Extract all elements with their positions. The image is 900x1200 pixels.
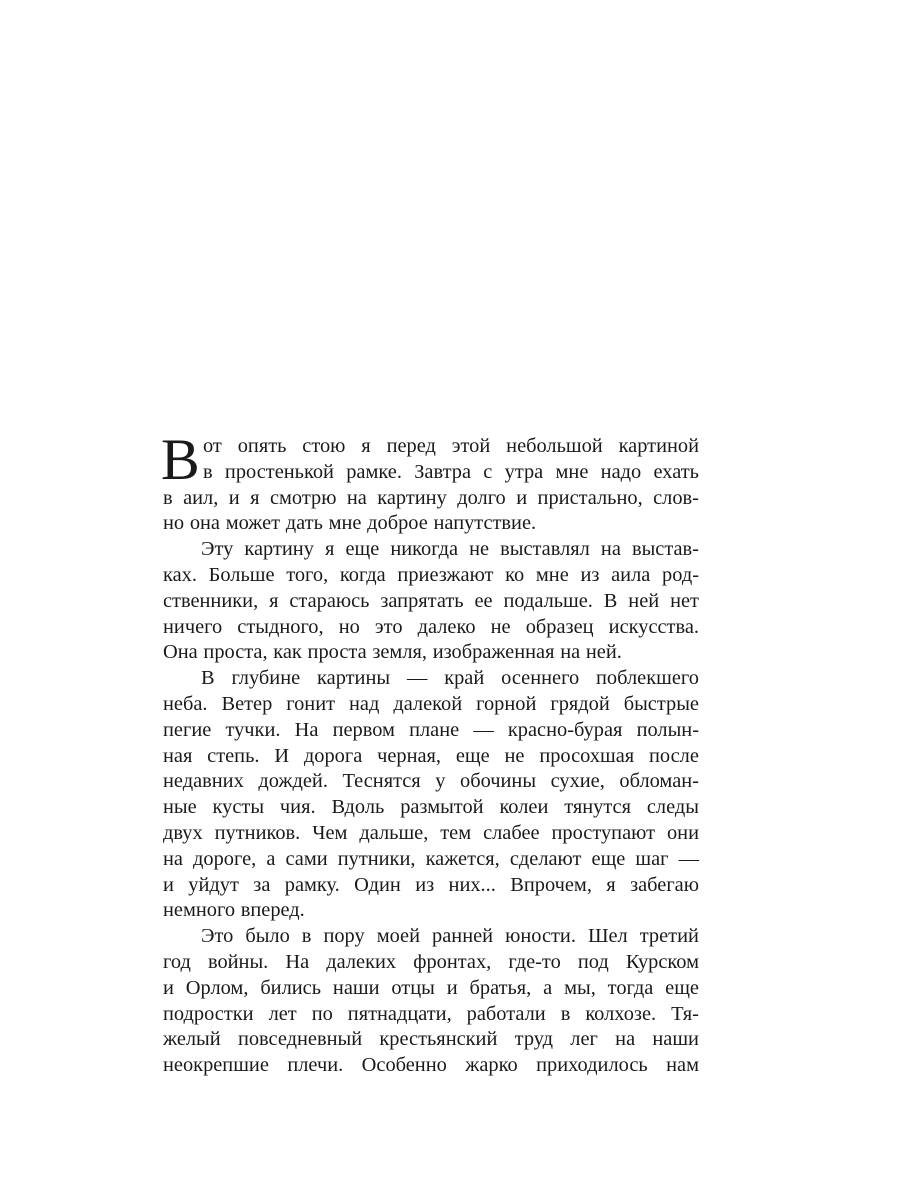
word: Шел — [587, 925, 628, 948]
word: размытой — [400, 796, 484, 819]
word: от — [203, 435, 222, 457]
word: картиной — [618, 435, 699, 457]
word: сухие, — [550, 770, 605, 793]
word: В — [201, 667, 215, 690]
word: них... — [448, 873, 496, 896]
word: я — [606, 873, 616, 896]
word: проста, — [203, 641, 268, 664]
word: тучки. — [225, 718, 281, 741]
word: обломан- — [619, 770, 699, 793]
word: ках. — [163, 563, 197, 586]
word: тогда — [607, 976, 654, 999]
word: я — [269, 589, 279, 612]
word: полын- — [636, 718, 699, 741]
word: Впрочем, — [510, 873, 592, 896]
word: третий — [639, 925, 699, 948]
text-line — [163, 434, 699, 460]
word: небольшой — [506, 435, 603, 457]
word: кусты — [212, 796, 265, 819]
word: под — [577, 950, 609, 973]
word: а — [543, 976, 553, 999]
word: край — [444, 667, 485, 690]
text-line — [163, 744, 699, 770]
word: дождей. — [258, 770, 328, 793]
word: И — [274, 744, 290, 767]
word: черная, — [377, 744, 442, 767]
word: после — [649, 744, 699, 767]
word: чия. — [279, 796, 316, 819]
word: не — [469, 538, 490, 561]
word: ней. — [585, 641, 622, 664]
word: приходилось — [536, 1054, 648, 1077]
word: Орлом, — [185, 976, 249, 999]
word: Ветер — [221, 692, 273, 715]
word: я — [361, 435, 371, 457]
word: доброе — [367, 512, 428, 535]
word: забегаю — [630, 873, 699, 896]
word: когда — [339, 563, 386, 586]
word: дорога — [303, 744, 363, 767]
word: Она — [163, 641, 198, 664]
word: было — [245, 925, 290, 948]
word: запрятать — [380, 589, 464, 612]
word: тянутся — [564, 796, 631, 819]
word: и — [516, 486, 528, 509]
word: простенькой — [224, 460, 334, 483]
text-block — [161, 427, 699, 1079]
word: гонит — [286, 692, 336, 715]
word: юности. — [505, 925, 576, 948]
word: аил, — [183, 486, 219, 509]
word: но — [338, 615, 360, 638]
word: приезжают — [397, 563, 494, 586]
word: на — [346, 486, 367, 509]
word: нет — [670, 589, 699, 612]
word: подростки — [163, 1002, 254, 1025]
word: немного — [163, 899, 236, 922]
word: из — [415, 873, 435, 896]
text-line — [163, 950, 699, 976]
text-line — [163, 589, 699, 615]
word: далекой — [393, 692, 463, 715]
word: она — [189, 512, 220, 535]
text-line — [163, 821, 699, 847]
text-line — [163, 460, 699, 486]
word: слов- — [653, 486, 699, 509]
word: фронтах, — [413, 950, 492, 973]
word: еще — [591, 847, 626, 870]
word: степь. — [207, 744, 260, 767]
word: сделают — [509, 847, 582, 870]
word: картину — [377, 486, 447, 509]
text-line — [163, 898, 699, 924]
word: может — [225, 512, 281, 535]
word: колхозе. — [585, 1002, 657, 1025]
word: еще — [345, 538, 380, 561]
text-line — [163, 615, 699, 641]
text-line — [163, 640, 699, 666]
word: На — [294, 718, 319, 741]
word: двух — [163, 821, 203, 844]
word: — — [678, 847, 699, 870]
word: обочины — [460, 770, 537, 793]
word: я — [324, 538, 335, 561]
word: за — [253, 873, 271, 896]
text-line — [163, 666, 699, 692]
word: а — [266, 847, 276, 870]
word: ее — [474, 589, 493, 612]
word: дальше, — [359, 821, 429, 844]
word: дороге, — [193, 847, 257, 870]
word: еще — [455, 744, 490, 767]
word: на — [600, 538, 621, 561]
word: над — [349, 692, 380, 715]
word: это — [374, 615, 403, 638]
word: мы, — [564, 976, 596, 999]
word: — — [473, 718, 494, 741]
text-line — [163, 1027, 699, 1053]
word: и — [163, 873, 174, 896]
word: отцы — [391, 976, 435, 999]
word: мне — [535, 563, 569, 586]
word: лег — [570, 1028, 598, 1051]
word: опять — [237, 435, 287, 457]
text-line — [163, 511, 699, 537]
word: следы — [646, 796, 699, 819]
word: ко — [505, 563, 525, 586]
word: Вдоль — [331, 796, 385, 819]
word: наши — [652, 1028, 699, 1051]
word: ничего — [163, 615, 223, 638]
word: Тя- — [671, 1002, 699, 1025]
word: ные — [163, 796, 197, 819]
word: проступают — [551, 821, 656, 844]
word: выстав- — [631, 538, 699, 561]
word: в — [163, 486, 173, 509]
text-line — [163, 718, 699, 744]
word: ранней — [432, 925, 494, 948]
word: того, — [286, 563, 329, 586]
word: на — [163, 847, 183, 870]
word: тем — [440, 821, 472, 844]
word: ехать — [653, 460, 699, 483]
word: выставлял — [500, 538, 590, 561]
word: из — [580, 563, 600, 586]
word: стыдного, — [237, 615, 324, 638]
text-line — [163, 1002, 699, 1028]
word: путников. — [214, 821, 301, 844]
word: ней — [628, 589, 660, 612]
word: ственники, — [163, 589, 259, 612]
word: долго — [457, 486, 506, 509]
text-line — [163, 769, 699, 795]
word: напутствие. — [433, 512, 537, 535]
word: Чем — [312, 821, 348, 844]
word: На — [285, 950, 310, 973]
word: Завтра — [414, 460, 471, 483]
word: стою — [302, 435, 346, 457]
word: уйдут — [188, 873, 239, 896]
word: и — [163, 976, 174, 999]
word: Один — [354, 873, 401, 896]
word: по — [311, 1002, 333, 1025]
word: искусства. — [608, 615, 699, 638]
word: рамку. — [284, 873, 340, 896]
word: образец — [525, 615, 594, 638]
word: братья, — [469, 976, 532, 999]
word: недавних — [163, 770, 244, 793]
word: пятнадцати, — [347, 1002, 452, 1025]
word: изображенная — [432, 641, 555, 664]
word: В — [603, 589, 618, 612]
word: рамке. — [346, 460, 402, 483]
word: повседневный — [237, 1028, 363, 1051]
word: год — [163, 950, 191, 973]
word: не — [490, 615, 511, 638]
word: плане — [409, 718, 460, 741]
word: Особенно — [361, 1054, 447, 1077]
word: на — [560, 641, 581, 664]
text-line — [163, 924, 699, 950]
text-line — [163, 847, 699, 873]
word: картину — [244, 538, 314, 561]
word: Теснятся — [342, 770, 421, 793]
text-line — [163, 692, 699, 718]
word: быстрые — [623, 692, 699, 715]
word: стараюсь — [289, 589, 370, 612]
word: земля, — [372, 641, 427, 664]
word: подальше. — [503, 589, 593, 612]
text-line — [163, 537, 699, 563]
word: кажется, — [425, 847, 500, 870]
word: Курском — [625, 950, 699, 973]
word: лет — [268, 1002, 297, 1025]
word: колеи — [499, 796, 549, 819]
word: Эту — [201, 538, 234, 561]
text-line — [163, 873, 699, 899]
word: сами — [285, 847, 328, 870]
word: красно-бурая — [507, 718, 623, 741]
word: шаг — [635, 847, 669, 870]
word: глубине — [231, 667, 301, 690]
text-line — [163, 563, 699, 589]
word: и — [446, 976, 458, 999]
word: никогда — [390, 538, 459, 561]
word: — — [406, 667, 428, 690]
word: пристально, — [537, 486, 643, 509]
word: желый — [163, 1028, 221, 1051]
word: труд — [514, 1028, 554, 1051]
word: наши — [332, 976, 380, 999]
word: слабее — [483, 821, 540, 844]
word: бились — [260, 976, 322, 999]
word: моей — [376, 925, 421, 948]
word: но — [163, 512, 185, 535]
word: пегие — [163, 718, 212, 741]
text-line — [163, 795, 699, 821]
word: в — [560, 1002, 571, 1025]
word: нам — [666, 1054, 699, 1077]
word: где-то — [508, 950, 561, 973]
word: род- — [662, 563, 699, 586]
word: утра — [504, 460, 544, 483]
word: вперед. — [240, 899, 305, 922]
word: не — [504, 744, 525, 767]
word: жарко — [465, 1054, 518, 1077]
word: неокрепшие — [163, 1054, 269, 1077]
word: еще — [665, 976, 699, 999]
word: мне — [555, 460, 589, 483]
word: первом — [332, 718, 395, 741]
word: они — [666, 821, 699, 844]
word: дать — [285, 512, 323, 535]
word: горной — [476, 692, 537, 715]
word: поблекшего — [596, 667, 699, 690]
drop-cap: В — [161, 427, 200, 492]
word: надо — [600, 460, 642, 483]
word: плечи. — [287, 1054, 344, 1077]
word: картины — [317, 667, 391, 690]
word: осеннего — [501, 667, 580, 690]
word: аила — [611, 563, 651, 586]
word: этой — [451, 435, 491, 457]
word: как — [273, 641, 302, 664]
word: на — [615, 1028, 636, 1051]
word: войны. — [207, 950, 269, 973]
word: далеко — [417, 615, 476, 638]
word: у — [435, 770, 446, 793]
word: крестьянский — [379, 1028, 498, 1051]
word: далеких — [326, 950, 397, 973]
word: ная — [163, 744, 193, 767]
text-line — [163, 1053, 699, 1079]
word: в — [203, 460, 213, 483]
word: проста — [307, 641, 367, 664]
word: с — [483, 460, 493, 483]
word: Больше — [208, 563, 275, 586]
word: я — [250, 486, 260, 509]
text-line — [163, 976, 699, 1002]
word: пору — [323, 925, 365, 948]
text-line — [163, 486, 699, 512]
word: работали — [466, 1002, 546, 1025]
word: Это — [201, 925, 234, 948]
word: путники, — [337, 847, 416, 870]
word: перед — [386, 435, 436, 457]
word: грядой — [550, 692, 610, 715]
word: в — [301, 925, 312, 948]
word: смотрю — [269, 486, 337, 509]
word: и — [228, 486, 240, 509]
word: неба. — [163, 692, 208, 715]
word: мне — [328, 512, 362, 535]
word: просохшая — [539, 744, 635, 767]
